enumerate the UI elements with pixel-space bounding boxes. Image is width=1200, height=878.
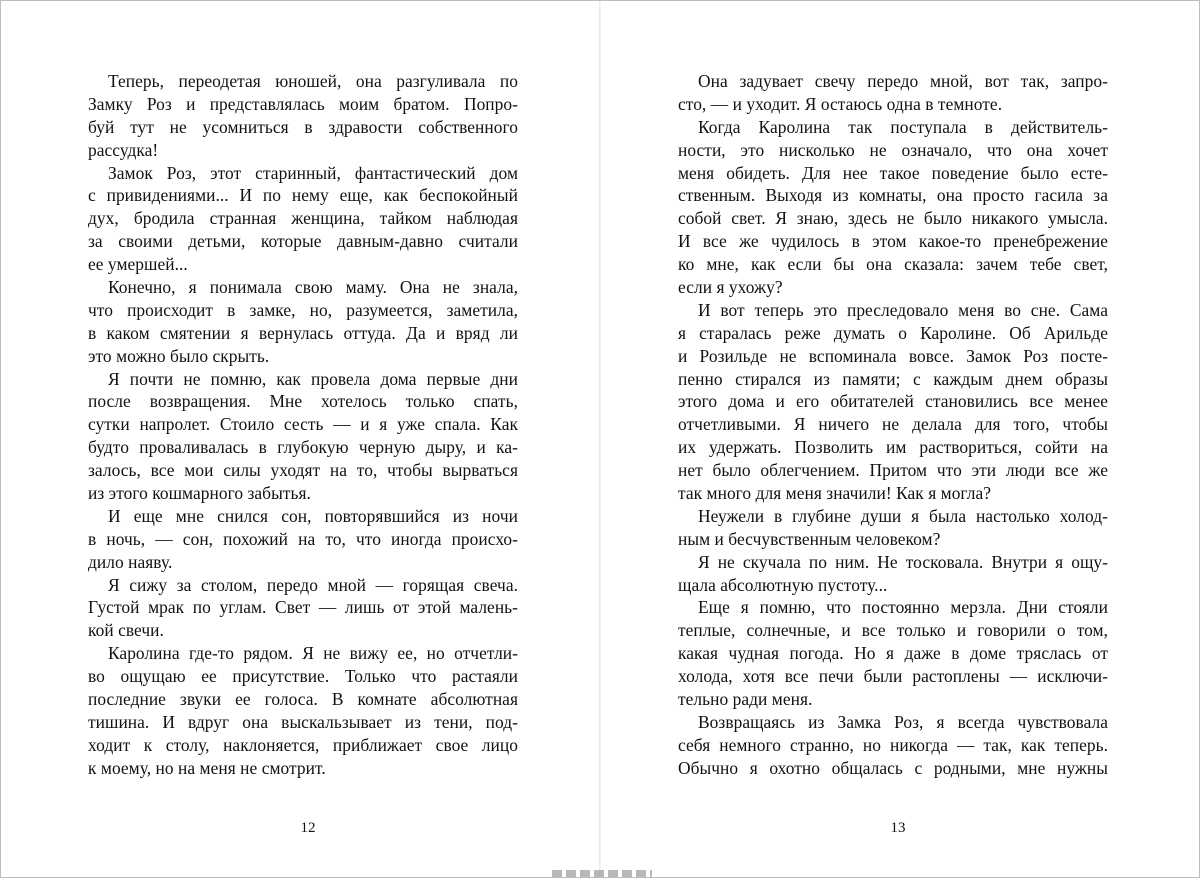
text-line: себя немного странно, но никогда — так, как теперь. [678,734,1108,755]
text-line: будто проваливалась в глубокую черную дыру, и ка- [88,437,518,458]
text-line: дило наяву. [88,551,173,572]
text-line: отчетливыми. Я ничего не делала для того, чтобы [678,414,1108,435]
text-line: с привидениями... И по нему еще, как беспокойный [88,185,518,206]
text-line: Возвращаясь из Замка Роз, я всегда чувствовала [698,711,1108,732]
text-line: И еще мне снился сон, повторявшийся из ночи [108,505,518,526]
text-line: Еще я помню, что постоянно мерзла. Дни стояли [698,597,1108,618]
text-line: нет было облегчением. Притом что эти люди все же [678,460,1108,481]
text-line: сутки напролет. Стоило сесть — и я уже спала. Как [88,414,518,435]
text-line: ным и бесчувственным человеком? [678,528,941,549]
text-line: за своими детьми, которые давным-давно считали [88,231,518,252]
text-line: сто, — и уходит. Я остаюсь одна в темноте. [678,93,1003,114]
text-line: Я сижу за столом, передо мной — горящая свеча. [108,574,518,595]
text-line: в каком смятении я вернулась оттуда. Да и вряд ли [88,322,518,343]
text-line: теплые, солнечные, и все только и говорили о том, [678,620,1108,641]
text-line: я старалась реже думать о Каролине. Об Арильде [678,322,1108,343]
text-line: дух, бродила странная женщина, тайком наблюдая [88,208,518,229]
text-line: кой свечи. [88,620,164,641]
text-line: это можно было скрыть. [88,345,270,366]
text-line: так много для меня значили! Как я могла? [678,483,992,504]
text-line: залось, все мои силы уходят на то, чтобы вырваться [88,460,518,481]
text-line: пенно стирался из памяти; с каждым днем образы [678,368,1108,389]
text-line: тишина. И вдруг она выскальзывает из тени, под- [88,711,518,732]
text-line: какая чудная погода. Но я даже в доме тряслась от [678,643,1108,664]
text-line: после возвращения. Мне хотелось только спать, [88,391,518,412]
text-line: Каролина где-то рядом. Я не вижу ее, но отчетли- [108,643,518,664]
text-line: Замок Роз, этот старинный, фантастический дом [108,162,518,183]
text-line: буй тут не усомниться в здравости собственного [88,116,518,137]
right-page-text [678,70,1108,780]
left-page-number: 12 [300,820,316,836]
text-line: их удержать. Позволить им раствориться, сойти на [678,437,1108,458]
text-line: Теперь, переодетая юношей, она разгуливала по [108,71,518,91]
left-page-text [88,70,518,780]
text-line: тельно ради меня. [678,689,813,710]
text-line: что происходит в замке, но, разумеется, заметила, [88,299,518,320]
text-line: ко мне, как если бы она сказала: зачем тебе свет, [678,254,1108,275]
text-line: в ночь, — сон, похожий на то, что иногда происхо- [88,528,518,549]
text-line: Обычно я охотно общалась с родными, мне нужны [678,757,1108,778]
text-line: И все же чудилось в этом какое-то пренебрежение [678,231,1108,252]
text-line: к моему, но на меня не смотрит. [88,757,326,778]
text-line: меня обидеть. Для нее такое поведение было есте- [678,162,1108,183]
text-line: последние звуки ее голоса. В комнате абсолютная [88,689,518,710]
text-line: собой свет. Я знаю, здесь не было никакого умысла. [678,208,1108,229]
text-line: ности, это нисколько не означало, что она хочет [678,139,1108,160]
text-line: Густой мрак по углам. Свет — лишь от этой малень- [88,597,518,618]
text-line: Она задувает свечу передо мной, вот так, запро- [698,71,1108,91]
text-line: И вот теперь это преследовало меня во сне. Сама [698,299,1108,320]
text-line: ственным. Выходя из комнаты, она просто гасила за [678,185,1108,206]
text-line: Я почти не помню, как провела дома первые дни [108,368,518,389]
text-line: щала абсолютную пустоту... [678,574,888,595]
text-line: ходит к столу, наклоняется, приближает свое лицо [88,734,518,755]
text-line: этого дома и его обитателей становились все менее [678,391,1108,412]
crop-marks [552,870,652,878]
text-line: Неужели в глубине души я была настолько холод- [698,505,1108,526]
text-line: рассудка! [88,139,159,160]
text-line: если я ухожу? [678,277,783,298]
text-line: ее умершей... [88,254,188,275]
text-line: и Розильде не вспоминала вовсе. Замок Роз посте- [678,345,1108,366]
text-line: Конечно, я понимала свою маму. Она не знала, [108,277,518,298]
text-line: из этого кошмарного забытья. [88,483,311,504]
text-line: Замку Роз и представлялась моим братом. Попро- [88,93,518,114]
text-line: холода, хотя все печи были растоплены — исключи- [678,666,1108,687]
text-line: Когда Каролина так поступала в действитель- [698,116,1108,137]
text-line: во ощущаю ее присутствие. Только что растаяли [88,666,518,687]
right-page-number: 13 [890,820,906,836]
text-line: Я не скучала по ним. Не тосковала. Внутри я ощу- [698,551,1108,572]
page-gutter [599,0,601,878]
